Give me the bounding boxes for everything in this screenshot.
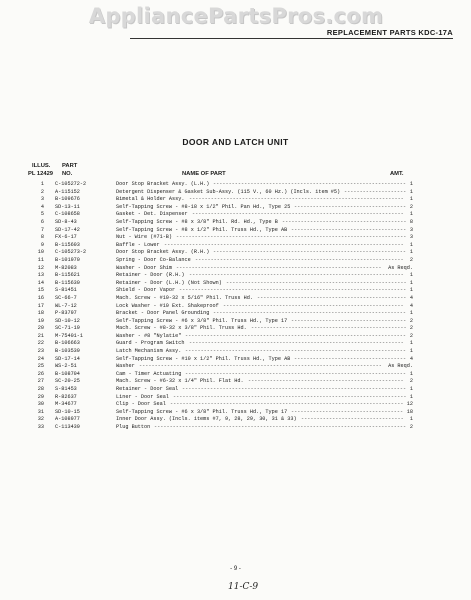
col-illus-header: ILLUS. — [32, 163, 51, 169]
part-amount: 1 — [409, 188, 413, 195]
leader-dashes: --------------------------------------------------------------------- — [189, 196, 404, 203]
part-amount: 12 — [406, 401, 413, 408]
part-name: Liner - Door Seal — [116, 393, 169, 400]
part-number: A-115152 — [55, 188, 80, 195]
col-no-header: NO. — [62, 171, 73, 177]
illus-number: 15 — [37, 287, 44, 294]
part-number: P-83797 — [55, 310, 77, 317]
part-amount: 1 — [409, 272, 413, 279]
part-row — [0, 181, 471, 189]
part-amount: 1 — [409, 393, 413, 400]
part-number: M-75401-1 — [55, 332, 84, 339]
part-number: B-103539 — [55, 348, 80, 355]
leader-dashes: ---------------------------------------------------------- — [226, 279, 407, 286]
part-amount: 2 — [409, 325, 413, 332]
part-name: Guard - Program Switch — [116, 340, 185, 347]
illus-number: 27 — [37, 378, 44, 385]
leader-dashes: -------------------------------------------------------------- — [213, 181, 407, 187]
illus-number: 14 — [37, 279, 44, 286]
part-row — [0, 272, 471, 280]
part-name: Gasket - Det. Dispenser — [116, 211, 188, 218]
leader-dashes: ------------------------------------ — [294, 203, 407, 210]
leader-dashes: ---------------------------------------------------------- — [223, 302, 404, 309]
leader-dashes: -------------------- — [344, 188, 407, 195]
illus-number: 33 — [37, 424, 44, 430]
part-name: Plug Button — [116, 424, 151, 430]
part-name: Washer - #8 "Nylatie" — [116, 332, 182, 339]
part-row — [0, 340, 471, 348]
leader-dashes: -------------------------------------------------- — [251, 325, 407, 332]
part-row — [0, 333, 471, 341]
part-name: Bimetal & Holder Assy. — [116, 196, 185, 203]
part-number: SD-8-43 — [55, 218, 77, 225]
leader-dashes: -------------------------------------------------------------- — [213, 249, 407, 256]
part-row — [0, 196, 471, 204]
part-name: Self-Tapping Screw - #6 x 3/8" Phil. Truss Hd., Type 17 — [116, 317, 288, 324]
illus-number: 24 — [37, 355, 44, 362]
part-number: SC-71-19 — [55, 325, 80, 332]
leader-dashes: ------------------------------------------------------------------- — [195, 256, 404, 263]
leader-dashes: ------------------------------------ — [294, 355, 407, 362]
part-amount: 2 — [409, 317, 413, 324]
part-number: S-81451 — [55, 287, 77, 294]
illus-number: 28 — [37, 386, 44, 393]
illus-number: 16 — [37, 294, 44, 301]
illus-number: 11 — [37, 256, 44, 263]
part-amount: 2 — [409, 424, 413, 430]
part-amount: 1 — [409, 370, 413, 377]
part-number: SD-17-42 — [55, 226, 80, 233]
replacement-parts-header: REPLACEMENT PARTS KDC-17A — [326, 28, 453, 37]
part-number: B-101970 — [55, 256, 80, 263]
part-amount: 1 — [409, 416, 413, 423]
part-amount: 1 — [409, 241, 413, 248]
illus-number: 10 — [37, 249, 44, 256]
part-number: WS-2-51 — [55, 363, 77, 370]
part-row — [0, 416, 471, 424]
illus-number: 21 — [37, 332, 44, 339]
part-name: Cam - Timer Actuating — [116, 370, 182, 377]
parts-list — [0, 181, 471, 432]
part-row — [0, 265, 471, 273]
leader-dashes: ------------------------------------- — [291, 226, 407, 233]
part-name: Mach. Screw - #10-32 x 5/16" Phil. Truss Hd. — [116, 294, 253, 301]
part-name: Clip - Door Seal — [116, 401, 166, 408]
part-name: Retainer - Door (L.H.) (Not Shown) — [116, 279, 222, 286]
handwritten-code: 11-C-9 — [228, 582, 259, 592]
illus-number: 26 — [37, 370, 44, 377]
leader-dashes: ------------------------------------------------------------------------------ — [139, 363, 382, 370]
part-amount: 2 — [409, 203, 413, 210]
part-number: B-115603 — [55, 241, 80, 248]
part-row — [0, 189, 471, 197]
leader-dashes: --------------------------------------------------------------------- — [189, 340, 404, 347]
part-number: C-108658 — [55, 211, 80, 218]
part-number: S-81453 — [55, 386, 77, 393]
part-row — [0, 318, 471, 326]
col-name-header: NAME OF PART — [182, 171, 226, 177]
part-amount: 1 — [409, 287, 413, 294]
illus-number: 6 — [40, 218, 44, 225]
part-amount: 1 — [409, 196, 413, 203]
illus-number: 17 — [37, 302, 44, 309]
illus-number: 22 — [37, 340, 44, 347]
part-number: B-108704 — [55, 370, 80, 377]
illus-number: 8 — [40, 234, 44, 241]
leader-dashes: -------------------------------------------------------------------------- — [176, 234, 407, 241]
part-row — [0, 348, 471, 356]
leader-dashes: ------------------------------------ — [291, 408, 404, 415]
illus-number: 23 — [37, 348, 44, 355]
part-name: Mach. Screw - #6-32 x 1/4" Phil. Flat Hd. — [116, 378, 244, 385]
part-row — [0, 386, 471, 394]
part-number: B-115621 — [55, 272, 80, 279]
part-name: Detergent Dispenser & Gasket Sub-Assy. (115 V., 60 Hz.) (Incls. item #5) — [116, 188, 341, 195]
part-number: SD-17-14 — [55, 355, 80, 362]
part-amount: As Reqd. — [388, 264, 413, 271]
part-name: Self-Tapping Screw - #8 x 3/8" Phil. Rd. Hd., Type B — [116, 218, 278, 225]
leader-dashes: -------------------------------------------------------------- — [213, 310, 407, 317]
part-number: C-113439 — [55, 424, 80, 430]
part-name: Retainer - Door Seal — [116, 386, 179, 393]
part-amount: 8 — [409, 218, 413, 225]
part-row — [0, 219, 471, 227]
part-number: SC-66-7 — [55, 294, 77, 301]
part-amount: 4 — [409, 302, 413, 309]
part-number: B-115630 — [55, 279, 80, 286]
leader-dashes: --------------------------------------------------------------------------- — [170, 401, 404, 408]
leader-dashes: ----------------------------------------------------------------------- — [185, 370, 407, 377]
part-name: Door Stop Bracket Assy. (L.H.) — [116, 181, 210, 187]
illus-number: 13 — [37, 272, 44, 279]
part-name: Spring - Door Co-Balance — [116, 256, 191, 263]
part-amount: 1 — [409, 310, 413, 317]
part-amount: As Reqd. — [388, 363, 413, 370]
part-name: Bracket - Door Panel Grounding — [116, 310, 210, 317]
part-row — [0, 211, 471, 219]
part-amount: 4 — [409, 294, 413, 301]
part-name: Door Stop Bracket Assy. (R.H.) — [116, 249, 210, 256]
part-number: M-82083 — [55, 264, 77, 271]
part-amount: 2 — [409, 378, 413, 385]
part-number: SD-10-15 — [55, 408, 80, 415]
col-amt-header: AMT. — [390, 171, 404, 177]
part-row — [0, 356, 471, 364]
leader-dashes: ------------------------------------------------------------------------ — [182, 386, 407, 393]
illus-number: 18 — [37, 310, 44, 317]
part-row — [0, 394, 471, 402]
leader-dashes: ------------------------------------------------------------------------- — [179, 287, 407, 294]
illus-number: 30 — [37, 401, 44, 408]
part-number: R-82637 — [55, 393, 77, 400]
part-amount: 4 — [409, 355, 413, 362]
part-number: SD-13-11 — [55, 203, 80, 210]
part-amount: 1 — [409, 348, 413, 355]
illus-number: 19 — [37, 317, 44, 324]
leader-dashes: --------------------------------------------------------------------- — [189, 272, 404, 279]
part-name: Latch Mechanism Assy. — [116, 348, 182, 355]
part-row — [0, 303, 471, 311]
watermark: AppliancePartsPros.com — [88, 4, 384, 28]
part-name: Inner Door Assy. (Incls. items #7, 9, 28, 29, 30, 31 & 33) — [116, 416, 297, 423]
part-name: Baffle - Lower — [116, 241, 160, 248]
part-amount: 1 — [409, 386, 413, 393]
part-amount: 1 — [409, 340, 413, 347]
illus-number: 7 — [40, 226, 44, 233]
part-row — [0, 242, 471, 250]
part-amount: 18 — [406, 408, 413, 415]
part-row — [0, 424, 471, 432]
illus-number: 25 — [37, 363, 44, 370]
part-amount: 2 — [409, 256, 413, 263]
part-name: Washer - Door Shim — [116, 264, 173, 271]
leader-dashes: --------------------------------------------------------------------------------- — [154, 424, 407, 430]
part-row — [0, 257, 471, 265]
illus-number: 9 — [40, 241, 44, 248]
part-row — [0, 371, 471, 379]
illus-number: 20 — [37, 325, 44, 332]
part-name: Self-Tapping Screw - #6 x 3/8" Phil. Truss Hd., Type 17 — [116, 408, 288, 415]
part-amount: 3 — [409, 234, 413, 241]
part-number: SD-10-12 — [55, 317, 80, 324]
part-amount: 1 — [409, 279, 413, 286]
part-name: Nut - Wire (#71-B) — [116, 234, 173, 241]
illus-number: 3 — [40, 196, 44, 203]
part-row — [0, 234, 471, 242]
part-row — [0, 249, 471, 257]
leader-dashes: -------------------------------------------------------------------- — [192, 211, 404, 218]
leader-dashes: --------------------------------------------------------------------------- — [173, 393, 407, 400]
illus-number: 2 — [40, 188, 44, 195]
part-amount: 3 — [409, 226, 413, 233]
part-row — [0, 310, 471, 318]
part-row — [0, 409, 471, 417]
illus-number: 31 — [37, 408, 44, 415]
col-part-header: PART — [62, 163, 78, 169]
part-name: Mach. Screw - #8-32 x 3/8" Phil. Truss Hd. — [116, 325, 247, 332]
part-name: Self-Tapping Screw - #8-18 x 1/2" Phil. Pan Hd., Type 25 — [116, 203, 291, 210]
leader-dashes: ------------------------------------------------ — [257, 294, 407, 301]
leader-dashes: -------------------------------------------------- — [248, 378, 404, 385]
part-amount: 2 — [409, 332, 413, 339]
part-row — [0, 295, 471, 303]
part-name: Lock Washer - #10 Ext. Shakeproof — [116, 302, 219, 309]
part-row — [0, 287, 471, 295]
illus-number: 32 — [37, 416, 44, 423]
leader-dashes: ----------------------------------------------------------------------------- — [164, 241, 404, 248]
part-number: A-108977 — [55, 416, 80, 423]
leader-dashes: ----------------------------------------------------------------------- — [185, 332, 407, 339]
leader-dashes: ------------------------------------- — [291, 317, 407, 324]
leader-dashes: ----------------------------------------------------------------------- — [185, 348, 407, 355]
part-number: C-105273-2 — [55, 249, 87, 256]
part-number: M-34677 — [55, 401, 77, 408]
leader-dashes: ---------------------------------------- — [282, 218, 407, 225]
illus-number: 12 — [37, 264, 44, 271]
part-number: FX-6-17 — [55, 234, 77, 241]
part-name: Shield - Door Vapor — [116, 287, 176, 294]
illus-number: 29 — [37, 393, 44, 400]
part-row — [0, 378, 471, 386]
part-name: Self-Tapping Screw - #8 x 1/2" Phil. Truss Hd., Type AB — [116, 226, 288, 233]
part-number: B-106663 — [55, 340, 80, 347]
part-row — [0, 401, 471, 409]
part-number: SC-20-25 — [55, 378, 80, 385]
part-number: C-105272-2 — [55, 181, 87, 187]
part-number: B-109676 — [55, 196, 80, 203]
part-row — [0, 325, 471, 333]
part-name: Washer — [116, 363, 135, 370]
illus-number: 4 — [40, 203, 44, 210]
leader-dashes: --------------------------------- — [301, 416, 404, 423]
part-name: Self-Tapping Screw - #10 x 1/2" Phil. Truss Hd., Type AB — [116, 355, 291, 362]
part-row — [0, 227, 471, 235]
page-number: - 9 - — [230, 566, 241, 572]
part-number: WL-7-12 — [55, 302, 77, 309]
part-row — [0, 280, 471, 288]
illus-number: 5 — [40, 211, 44, 218]
part-name: Retainer - Door (R.H.) — [116, 272, 185, 279]
section-title: DOOR AND LATCH UNIT — [182, 137, 289, 147]
part-amount: 1 — [409, 181, 413, 187]
leader-dashes: ------------------------------------------------------------------ — [176, 264, 382, 271]
col-pl-header: PL 12429 — [28, 171, 54, 177]
part-amount: 1 — [409, 249, 413, 256]
part-row — [0, 363, 471, 371]
part-row — [0, 204, 471, 212]
header-rule — [130, 38, 453, 39]
part-amount: 1 — [409, 211, 413, 218]
illus-number: 1 — [40, 181, 44, 187]
